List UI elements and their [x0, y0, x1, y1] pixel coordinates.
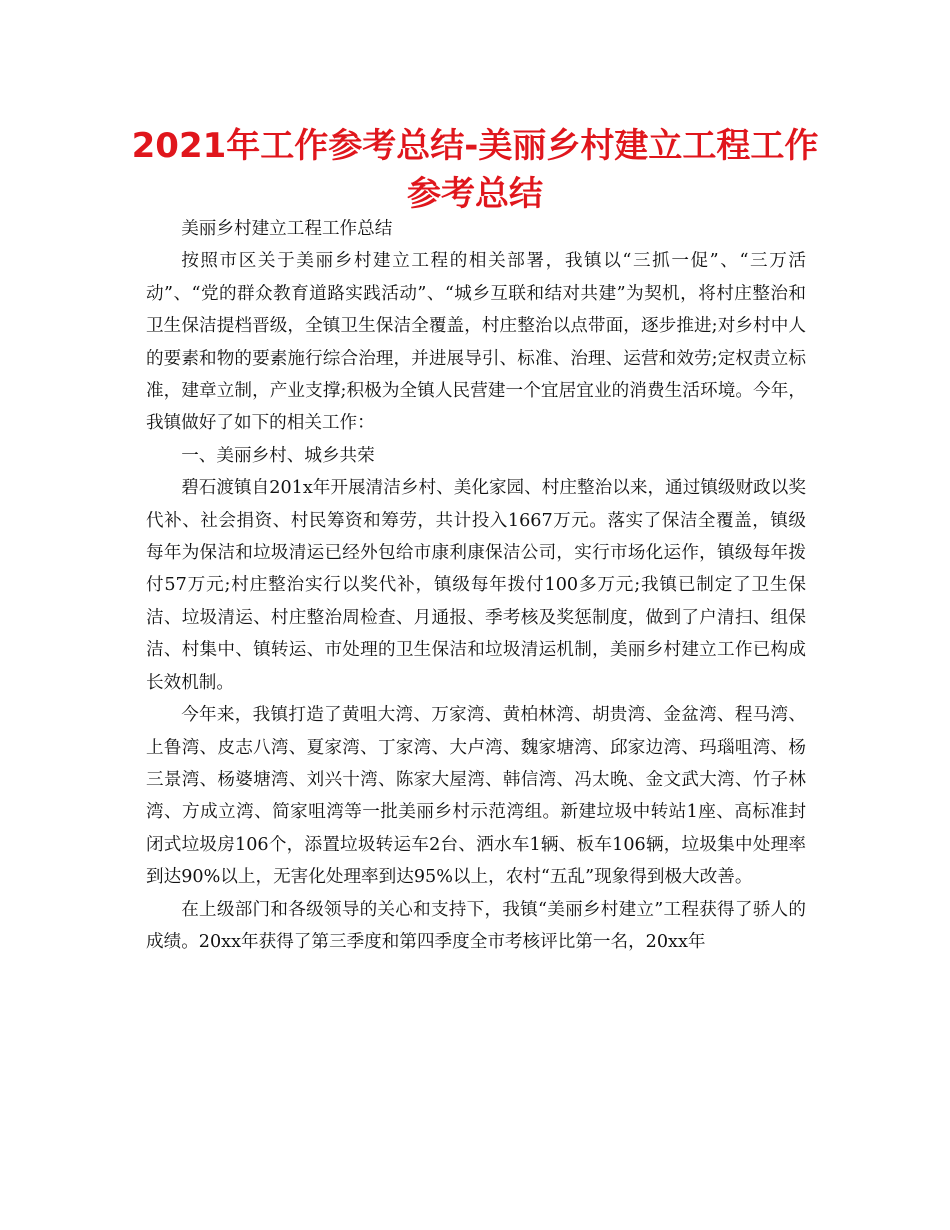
paragraph-intro: 按照市区关于美丽乡村建立工程的相关部署，我镇以“三抓一促”、“三万活动”、“党的群众教育道路实践活动”、“城乡互联和结对共建”为契机，将村庄整治和卫生保洁提档晋级，全镇卫生保洁全覆盖，村庄整治以点带面，逐步推进;对乡村中人的要素和物的要素施行综合治理，并进展导引、标准、治理、运营和效劳;定权责立标准，建章立制，产业支撑;积极为全镇人民营建一个宜居宜业的消费生活环境。今年，我镇做好了如下的相关工作： [146, 251, 806, 434]
paragraph-subtitle: 美丽乡村建立工程工作总结 [181, 219, 393, 239]
paragraph-villages: 今年来，我镇打造了黄咀大湾、万家湾、黄柏林湾、胡贵湾、金盆湾、程马湾、上鲁湾、皮志八湾、夏家湾、丁家湾、大卢湾、魏家塘湾、邱家边湾、玛瑙咀湾、杨三景湾、杨婆塘湾、刘兴十湾、陈家大屋湾、韩信湾、冯太晚、金文武大湾、竹子林湾、方成立湾、简家咀湾等一批美丽乡村示范湾组。新建垃圾中转站1座、高标准封闭式垃圾房106个，添置垃圾转运车2台、洒水车1辆、板车106辆，垃圾集中处理率到达90%以上，无害化处理率到达95%以上，农村“五乱”现象得到极大改善。 [146, 705, 806, 888]
document-body [146, 213, 806, 958]
section-heading-1: 一、美丽乡村、城乡共荣 [181, 445, 375, 466]
document-title: 2021年工作参考总结-美丽乡村建立工程工作参考总结 [131, 126, 819, 214]
paragraph-section-1: 碧石渡镇自201x年开展清洁乡村、美化家园、村庄整治以来，通过镇级财政以奖代补、社会捐资、村民筹资和筹劳，共计投入1667万元。落实了保洁全覆盖，镇级每年为保洁和垃圾清运已经外包给市康利康保洁公司，实行市场化运作，镇级每年拨付57万元;村庄整治实行以奖代补，镇级每年拨付100多万元;我镇已制定了卫生保洁、垃圾清运、村庄整治周检查、月通报、季考核及奖惩制度，做到了户清扫、组保洁、村集中、镇转运、市处理的卫生保洁和垃圾清运机制，美丽乡村建立工作已构成长效机制。 [146, 478, 806, 693]
paragraph-achievements: 在上级部门和各级领导的关心和支持下，我镇“美丽乡村建立”工程获得了骄人的成绩。20xx年获得了第三季度和第四季度全市考核评比第一名，20xx年 [146, 899, 806, 952]
